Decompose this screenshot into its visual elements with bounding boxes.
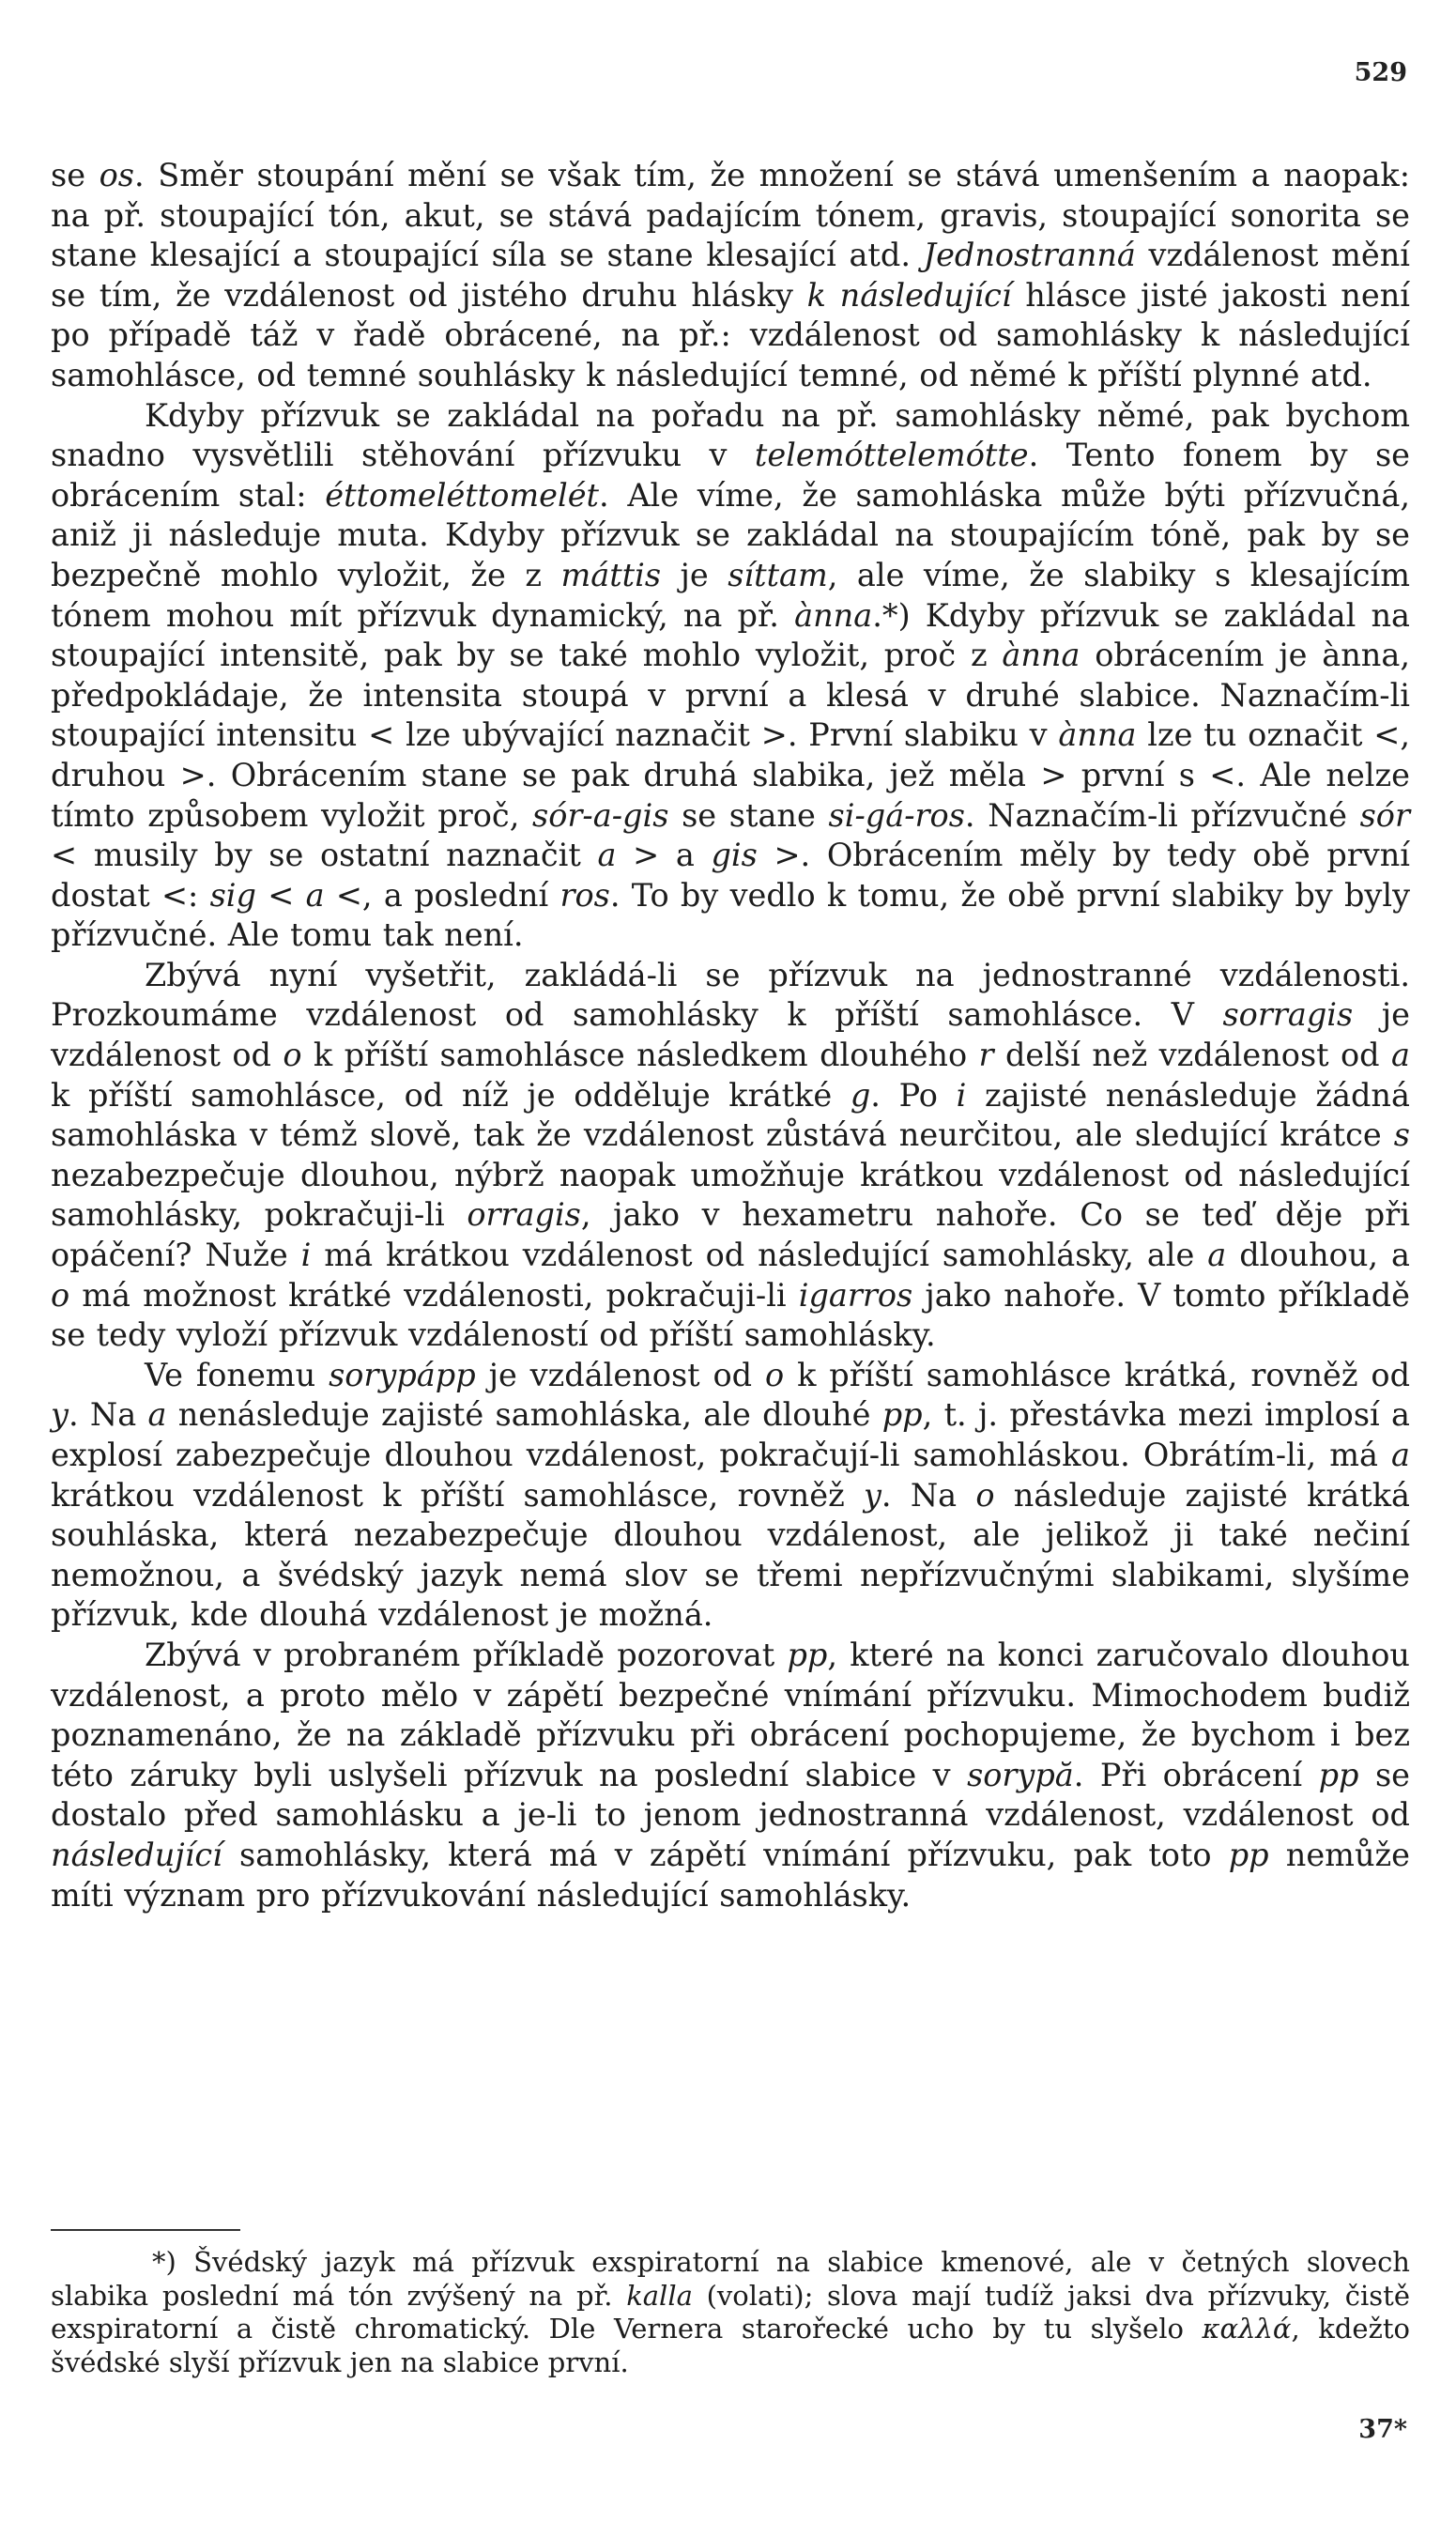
text-run: obrácením je ànna, předpokládaje, že intensita stoupá v první a klesá v druhé slabice. Naznačím-li stoupající intensitu < lze ubývající naznačit >. První slabiku v — [51, 637, 1410, 754]
text-run: > a — [616, 837, 712, 874]
text-run: Ve fonemu — [145, 1356, 330, 1393]
italic-term: o — [51, 1276, 70, 1314]
italic-term: a — [1391, 1037, 1410, 1074]
text-run: *) Švédský jazyk má přízvuk exspiratorní na slabice kmenové, ale v četných slovech slabika poslední má tón zvýšený na př. — [51, 2246, 1410, 2312]
italic-term: gis — [711, 837, 758, 874]
text-run: dlouhou, a — [1226, 1237, 1410, 1274]
text-run: . Na — [68, 1396, 148, 1434]
text-run: . Při obrácení — [1073, 1756, 1319, 1793]
text-run: Zbývá v probraném příkladě pozorovat — [145, 1636, 788, 1673]
text-run: jako nahoře. V tomto příkladě se tedy vyloží přízvuk vzdáleností od příští samohlásky. — [51, 1276, 1411, 1354]
text-run: je vzdálenost od — [475, 1356, 766, 1393]
italic-term: καλλά — [1202, 2313, 1292, 2345]
text-run: se stane — [668, 796, 829, 834]
italic-term: s — [1393, 1116, 1410, 1154]
italic-term: i — [300, 1237, 312, 1274]
text-run: následuje zajisté krátká souhláska, která nezabezpečuje dlouhou vzdálenost, ale jelikož ji také nečiní nemožnou, a švédský jazyk nemá slov se třemi nepřízvučnými slabikami, slyšíme přízvuk, kde dlouhá vzdálenost je možná. — [51, 1476, 1411, 1634]
text-run: , které na konci zaručovalo dlouhou vzdálenost, a proto mělo v zápětí bezpečné vnímání přízvuku. Mimochodem budiž poznamenáno, že na základě přízvuku při obrácení pochopujeme, že bychom i bez této záruky byli uslyšeli přízvuk na poslední slabice v — [51, 1636, 1411, 1793]
italic-term: o — [765, 1356, 785, 1393]
text-run: (volati); slova mají tudíž jaksi dva přízvuky, čistě exspiratorní a čistě chromatický. Dle Vernera starořecké ucho by tu slyšelo — [51, 2279, 1410, 2345]
italic-term: ànna — [1058, 716, 1137, 754]
italic-term: pp — [1318, 1756, 1359, 1793]
italic-term: a — [1207, 1237, 1227, 1274]
italic-term: éttomeléttomelét — [325, 476, 599, 514]
text-run: vzdálenost mění se tím, že vzdálenost od jistého druhu hlásky — [51, 237, 1411, 314]
italic-term: máttis — [560, 556, 662, 593]
signature-mark: 37* — [1358, 2415, 1407, 2444]
text-run: má krátkou vzdálenost od následující samohlásky, ale — [311, 1237, 1208, 1274]
text-run: nemůže míti význam pro přízvukování následující samohlásky. — [51, 1836, 1410, 1914]
italic-term: pp — [1228, 1836, 1269, 1873]
text-run: k příští samohlásce krátká, rovněž od — [784, 1356, 1411, 1393]
text-run: , t. j. přestávka mezi implosí a explosí zabezpečuje dlouhou vzdálenost, pokračují-li samohláskou. Obrátím-li, má — [51, 1396, 1411, 1473]
text-run: . Na — [881, 1476, 976, 1514]
italic-term: pp — [881, 1396, 923, 1434]
italic-term: telemóttelemótte — [754, 437, 1029, 474]
text-run: k příští samohlásce, od níž je odděluje krátké — [51, 1076, 851, 1114]
italic-term: i — [956, 1076, 967, 1114]
text-run: >. Obrácením měly by tedy obě první dostat <: — [51, 837, 1411, 914]
italic-term: sór — [1359, 796, 1410, 834]
text-run: , kdežto švédské slyší přízvuk jen na slabice první. — [51, 2313, 1410, 2378]
footnote — [51, 2246, 1410, 2379]
italic-term: Jednostranná — [923, 237, 1136, 274]
text-run: samohlásky, která má v zápětí vnímání přízvuku, pak toto — [222, 1836, 1229, 1873]
text-run: zajisté nenásleduje žádná samohláska v témž slově, tak že vzdálenost zůstává neurčitou, ale sledující krátce — [51, 1076, 1410, 1154]
text-run: nenásleduje zajisté samohláska, ale dlouhé — [166, 1396, 882, 1434]
italic-term: r — [978, 1037, 994, 1074]
italic-term: g — [850, 1076, 871, 1114]
text-run: . To by vedlo k tomu, že obě první slabiky by byly přízvučné. Ale tomu tak není. — [51, 876, 1410, 954]
text-run: Zbývá nyní vyšetřit, zakládá-li se přízvuk na jednostranné vzdálenosti. Prozkoumáme vzdálenost od samohlásky k příští samohlásce. V — [51, 956, 1410, 1034]
text-run: se — [51, 157, 100, 193]
text-run: delší než vzdálenost od — [993, 1037, 1392, 1074]
italic-term: a — [305, 876, 325, 914]
italic-term: ànna — [1002, 637, 1081, 674]
text-run: .*) Kdyby přízvuk se zakládal na stoupající intensitě, pak by se také mohlo vyložit, proč z — [51, 596, 1411, 674]
text-run: , ale víme, že slabiky s klesajícím tónem mohou mít přízvuk dynamický, na př. — [51, 556, 1410, 634]
italic-term: sór-a-gis — [532, 796, 669, 834]
footnote-divider — [51, 2229, 240, 2231]
paragraph — [51, 1356, 1410, 1636]
paragraph — [51, 396, 1410, 956]
italic-term: sorypă — [967, 1756, 1074, 1793]
paragraph — [51, 956, 1410, 1356]
text-run: . Směr stoupání mění se však tím, že množení se stává umenšením a naopak: na př. stoupající tón, akut, se stává padajícím tónem, gravis, stoupající sonorita se stane klesající a stoupající síla se stane klesající atd. — [51, 157, 1410, 274]
body-text — [51, 156, 1410, 1915]
italic-term: si-gá-ros — [828, 796, 965, 834]
text-run: k příští samohlásce následkem dlouhého — [301, 1037, 979, 1074]
italic-term: a — [147, 1396, 167, 1434]
text-run: krátkou vzdálenost k příští samohlásce, rovněž — [51, 1476, 864, 1514]
italic-term: pp — [787, 1636, 828, 1673]
text-run: má možnost krátké vzdálenosti, pokračuji-li — [69, 1276, 799, 1314]
italic-term: y — [863, 1476, 881, 1514]
text-run: < — [255, 876, 306, 914]
page-number: 529 — [1354, 58, 1407, 87]
italic-term: o — [975, 1476, 995, 1514]
italic-term: k následující — [806, 276, 1012, 314]
paragraph — [51, 1636, 1410, 1915]
text-run: < musily by se ostatní naznačit — [51, 837, 598, 874]
italic-term: sorragis — [1222, 996, 1354, 1034]
text-run: lze tu označit <, druhou >. Obrácením stane se pak druhá slabika, jež měla > první s <. Ale nelze tímto způsobem vyložit proč, — [51, 716, 1410, 834]
text-run: <, a poslední — [324, 876, 560, 914]
italic-term: sig — [209, 876, 256, 914]
text-run: nezabezpečuje dlouhou, nýbrž naopak umožňuje krátkou vzdálenost od následující samohlásky, pokračuji-li — [51, 1156, 1410, 1234]
text-run: je — [661, 556, 728, 593]
text-run: Kdyby přízvuk se zakládal na pořadu na př. samohlásky němé, pak bychom snadno vysvětlili stěhování přízvuku v — [51, 396, 1410, 474]
italic-term: os — [99, 157, 135, 193]
text-run: hlásce jisté jakosti není po případě táž v řadě obrácené, na př.: vzdálenost od samohlásky k následující samohlásce, od temné souhlásky k následující temné, od němé k příští plynné atd. — [51, 276, 1410, 393]
italic-term: igarros — [798, 1276, 913, 1314]
italic-term: kalla — [626, 2279, 693, 2312]
text-run: se dostalo před samohlásku a je-li to jenom jednostranná vzdálenost, vzdálenost od — [51, 1756, 1410, 1834]
italic-term: síttam — [728, 556, 828, 593]
italic-term: orragis — [467, 1196, 581, 1234]
italic-term: o — [283, 1037, 302, 1074]
text-run: , jako v hexametru nahoře. Co se teď děje při opáčení? Nuže — [51, 1196, 1410, 1274]
italic-term: následující — [51, 1836, 222, 1873]
italic-term: a — [597, 837, 617, 874]
text-run: . Naznačím-li přízvučné — [964, 796, 1360, 834]
text-run: je vzdálenost od — [51, 996, 1410, 1074]
paragraph — [51, 156, 1410, 396]
italic-term: a — [1391, 1437, 1410, 1473]
text-run: . Tento fonem by se obrácením stal: — [51, 437, 1411, 514]
italic-term: sorypápp — [329, 1356, 476, 1393]
text-run: . Po — [870, 1076, 957, 1114]
italic-term: ànna — [794, 596, 873, 634]
italic-term: ros — [559, 876, 610, 914]
text-run: . Ale víme, že samohláska může býti přízvučná, aniž ji následuje muta. Kdyby přízvuk se zakládal na stoupajícím tóně, pak by se bezpečně mohlo vyložit, že z — [51, 476, 1411, 593]
italic-term: y — [51, 1396, 69, 1434]
